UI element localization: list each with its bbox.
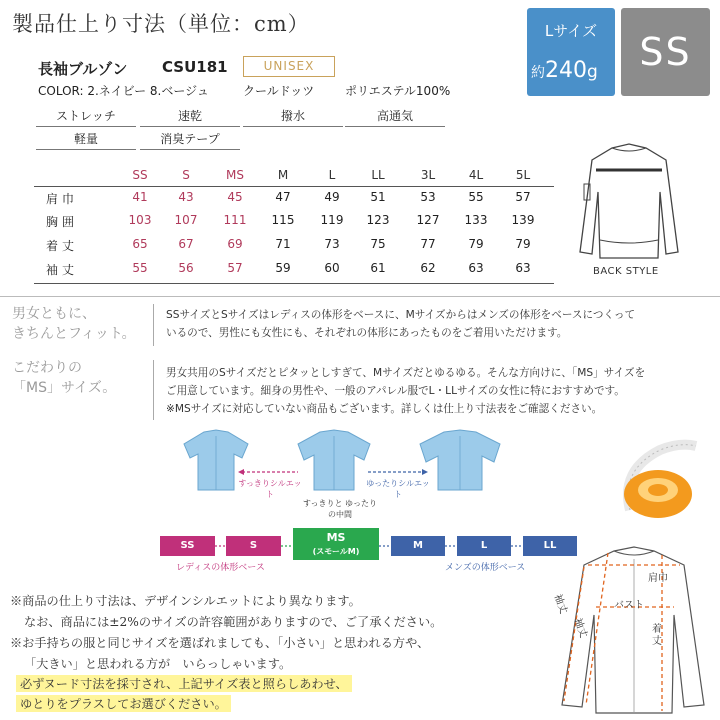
highlight-note-2: ゆとりをプラスしてお選びください。 — [16, 695, 231, 712]
size-header-ss: SS — [132, 168, 148, 182]
size-cell: 49 — [324, 190, 340, 204]
unisex-badge: UNISEX — [243, 56, 335, 77]
row-label: 着丈 — [46, 239, 79, 253]
feature-breathable: 高通気 — [345, 107, 445, 127]
label-bust: バスト — [614, 600, 644, 611]
jacket-measurement-diagram — [534, 545, 714, 715]
size-cell: 67 — [178, 237, 194, 251]
size-cell: 56 — [178, 261, 194, 275]
size-cell: 119 — [320, 213, 344, 227]
product-name: 長袖ブルゾン — [38, 60, 128, 78]
mens-caption: メンズの体形ベース — [445, 563, 526, 573]
size-cell: 41 — [132, 190, 148, 204]
size-header-ms: MS — [226, 168, 244, 182]
size-header-ll: LL — [371, 168, 385, 182]
size-cell: 57 — [515, 190, 531, 204]
weight-value: 約240g — [531, 58, 598, 83]
feature-deodorant-tape: 消臭テープ — [140, 130, 240, 150]
size-cell: 107 — [174, 213, 198, 227]
size-cell: 69 — [227, 237, 243, 251]
bar-m: M — [391, 536, 445, 556]
feature-cool-dots: クールドッツ — [243, 84, 315, 98]
size-cell: 63 — [515, 261, 531, 275]
size-badge: SS — [621, 8, 710, 96]
row-label: 肩巾 — [46, 192, 79, 206]
size-cell: 59 — [275, 261, 291, 275]
bar-ss: SS — [160, 536, 215, 556]
size-cell: 63 — [468, 261, 484, 275]
size-cell: 55 — [468, 190, 484, 204]
size-header-5l: 5L — [515, 168, 531, 182]
label-sleeve-a: 袖丈 — [551, 592, 569, 616]
note-3: ※お手持ちの服と同じサイズを選ばれましても、「小さい」と思われる方や、 — [10, 636, 430, 650]
ms-divider — [153, 360, 154, 420]
size-cell: 115 — [271, 213, 295, 227]
size-cell: 62 — [420, 261, 436, 275]
size-cell: 139 — [511, 213, 535, 227]
size-cell: 43 — [178, 190, 194, 204]
table-divider — [34, 186, 554, 187]
size-cell: 79 — [515, 237, 531, 251]
size-cell: 73 — [324, 237, 340, 251]
feature-quick-dry: 速乾 — [140, 107, 240, 127]
row-label: 胸囲 — [46, 215, 79, 229]
size-header-s: S — [182, 168, 190, 182]
size-header-4l: 4L — [468, 168, 484, 182]
note-1: ※商品の仕上り寸法は、デザインシルエットにより異なります。 — [10, 594, 361, 608]
weight-badge — [527, 8, 615, 96]
bar-ms: MS (スモールM) — [293, 528, 379, 560]
feature-lightweight: 軽量 — [36, 130, 136, 150]
size-header-l: L — [328, 168, 336, 182]
note-2: なお、商品には±2%のサイズの許容範囲がありますので、ご了承ください。 — [24, 615, 443, 629]
fit-heading: 男女ともに、 きちんとフィット。 — [12, 306, 136, 342]
size-cell: 75 — [370, 237, 386, 251]
middle-silhouette-label: すっきりと ゆったりの中間 — [303, 499, 377, 519]
bar-s: S — [226, 536, 281, 556]
weight-size-label: Lサイズ — [544, 22, 598, 40]
ladies-caption: レディスの体形ベース — [176, 563, 265, 573]
size-cell: 61 — [370, 261, 386, 275]
bar-ll: LL — [523, 536, 577, 556]
size-bar-connectors — [160, 542, 580, 550]
size-cell: 65 — [132, 237, 148, 251]
size-cell: 127 — [416, 213, 440, 227]
tape-measure-icon — [600, 430, 710, 526]
size-cell: 53 — [420, 190, 436, 204]
ms-text: 男女共用のSサイズだとピタッとしすぎて、Mサイズだとゆるゆる。そんな方向けに、「MS」サイズを ご用意しています。細身の男性や、一般のアパレル服でL・LLサイズの女性に特におすすめです。 ※MSサイズに対応していない商品もございます。詳しくは仕上り寸法表をご確認ください。 — [166, 367, 646, 415]
size-cell: 55 — [132, 261, 148, 275]
fit-divider — [153, 304, 154, 346]
size-cell: 60 — [324, 261, 340, 275]
feature-water-repellent: 撥水 — [243, 107, 343, 127]
size-cell: 103 — [128, 213, 152, 227]
label-shoulder: 肩巾 — [648, 573, 668, 584]
loose-arrow — [366, 468, 428, 476]
back-style-label: BACK STYLE — [593, 266, 659, 277]
table-bottom-line — [34, 283, 554, 284]
row-label: 袖丈 — [46, 263, 79, 277]
size-header-m: M — [277, 168, 289, 182]
section-separator — [0, 296, 720, 297]
slim-silhouette-label: すっきりシルエット — [238, 479, 302, 499]
size-cell: 57 — [227, 261, 243, 275]
size-cell: 111 — [223, 213, 247, 227]
bar-l: L — [457, 536, 511, 556]
size-cell: 77 — [420, 237, 436, 251]
size-cell: 79 — [468, 237, 484, 251]
ms-heading: こだわりの 「MS」サイズ。 — [12, 360, 117, 396]
note-4: 「大きい」と思われる方が いらっしゃいます。 — [24, 657, 292, 671]
label-sleeve-b: 袖丈 — [571, 616, 589, 640]
size-cell: 47 — [275, 190, 291, 204]
size-cell: 45 — [227, 190, 243, 204]
page-title: 製品仕上り寸法（単位：cm） — [12, 12, 310, 36]
size-cell: 123 — [366, 213, 390, 227]
feature-polyester: ポリエステル100% — [345, 84, 451, 98]
slim-arrow — [238, 468, 300, 476]
color-options: COLOR: 2.ネイビー 8.ベージュ — [38, 84, 209, 98]
back-style-illustration — [574, 140, 684, 265]
size-cell: 133 — [464, 213, 488, 227]
size-cell: 51 — [370, 190, 386, 204]
size-header-3l: 3L — [420, 168, 436, 182]
product-code: CSU181 — [162, 58, 228, 76]
middle-shirt-icon — [292, 428, 376, 492]
fit-text: SSサイズとSサイズはレディスの体形をベースに、Mサイズからはメンズの体形をベースにつくって いるので、男性にも女性にも、それぞれの体形にあったものをご着用いただけます。 — [166, 309, 636, 339]
label-length: 着丈 — [652, 624, 662, 647]
highlight-note-1: 必ずヌード寸法を採寸され、上記サイズ表と照らしあわせ、 — [16, 675, 352, 692]
size-cell: 71 — [275, 237, 291, 251]
feature-stretch: ストレッチ — [36, 107, 136, 127]
loose-silhouette-label: ゆったりシルエット — [366, 479, 430, 499]
